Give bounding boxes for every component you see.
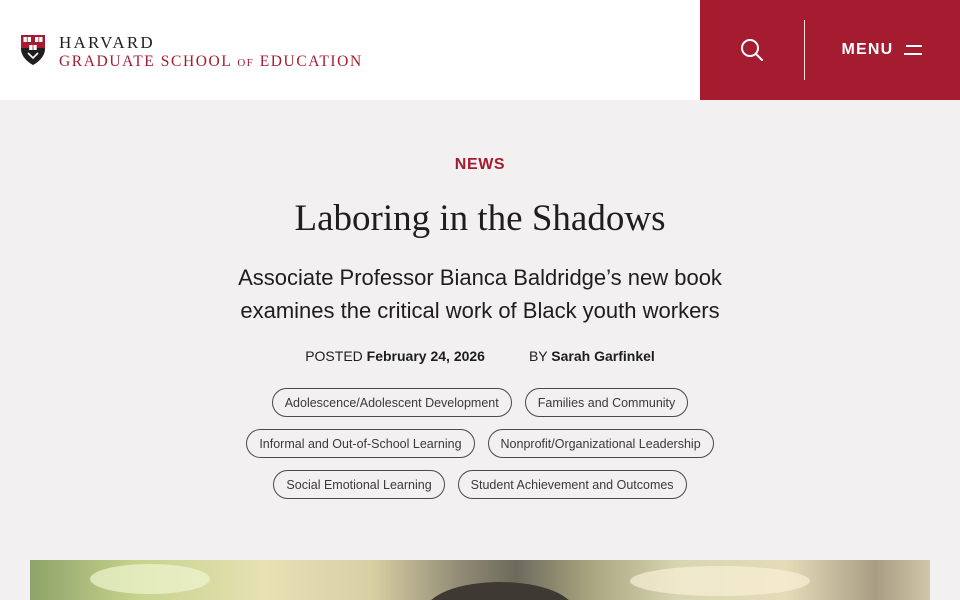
tag-row [0, 470, 960, 499]
article-subtitle: Associate Professor Bianca Baldridge’s new book examines the critical work of Black youth workers [238, 265, 722, 323]
tag-link[interactable]: Nonprofit/Organizational Leadership [488, 429, 714, 458]
tag-row [0, 429, 960, 458]
article-title: Laboring in the Shadows [294, 198, 666, 239]
article-byline [0, 348, 960, 364]
logo-school-text: GRADUATE SCHOOL OF EDUCATION [59, 53, 363, 70]
menu-button[interactable] [805, 0, 960, 100]
tag-link[interactable]: Families and Community [525, 388, 689, 417]
tag-link[interactable]: Informal and Out-of-School Learning [246, 429, 474, 458]
tag-link[interactable]: Student Achievement and Outcomes [458, 470, 687, 499]
logo-harvard-text: HARVARD [59, 33, 155, 52]
posted-label: POSTED [305, 348, 363, 364]
hero-image [30, 560, 930, 600]
article-category[interactable]: NEWS [454, 156, 506, 173]
posted-date-group [305, 348, 485, 364]
search-icon [740, 38, 764, 62]
logo-wordmark [59, 34, 363, 73]
hamburger-icon [903, 43, 923, 57]
author-name[interactable]: Sarah Garfinkel [551, 348, 655, 364]
posted-date: February 24, 2026 [366, 348, 485, 364]
harvard-shield-icon [20, 34, 46, 66]
tag-row [0, 388, 960, 417]
site-header [0, 0, 960, 100]
tag-link[interactable]: Adolescence/Adolescent Development [272, 388, 512, 417]
author-group [529, 348, 655, 364]
menu-label: MENU [841, 41, 894, 58]
header-actions [700, 0, 960, 100]
tag-link[interactable]: Social Emotional Learning [273, 470, 444, 499]
topic-tags [0, 388, 960, 511]
hgse-logo-link[interactable] [20, 34, 363, 73]
by-label: BY [528, 348, 548, 364]
search-button[interactable] [700, 0, 804, 100]
